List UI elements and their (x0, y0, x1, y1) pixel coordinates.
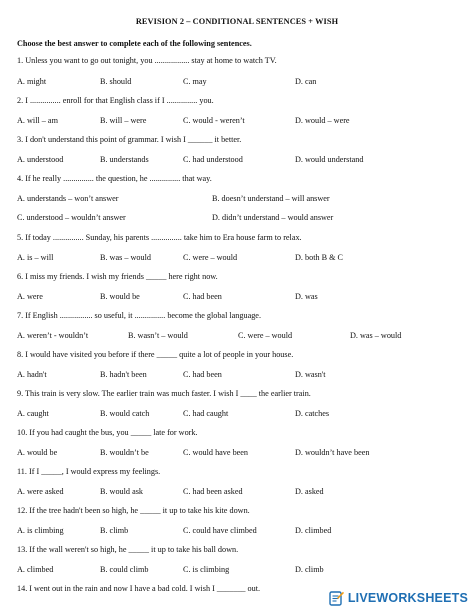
q1-option-d[interactable]: D. can (295, 77, 317, 86)
q13-option-b[interactable]: B. could climb (100, 565, 149, 574)
q3-option-c[interactable]: C. had understood (183, 155, 243, 164)
question-9: 9. This train is very slow. The earlier train was much faster. I wish I ____ the earlier train. (17, 389, 311, 398)
q4-option-c[interactable]: C. understood – wouldn’t answer (17, 213, 126, 222)
instructions: Choose the best answer to complete each of the following sentences. (17, 39, 252, 48)
q13-option-d[interactable]: D. climb (295, 565, 324, 574)
q7-option-c[interactable]: C. were – would (238, 331, 293, 340)
question-8: 8. I would have visited you before if there _____ quite a lot of people in your house. (17, 350, 294, 359)
q8-option-b[interactable]: B. hadn't been (100, 370, 147, 379)
q10-option-d[interactable]: D. wouldn’t have been (295, 448, 370, 457)
question-7: 7. If English ................ so useful, it ............... become the global language. (17, 311, 261, 320)
q4-option-a[interactable]: A. understands – won’t answer (17, 194, 119, 203)
question-2: 2. I ............... enroll for that English class if I ............... you. (17, 96, 214, 105)
question-10: 10. If you had caught the bus, you _____ late for work. (17, 428, 198, 437)
question-11: 11. If I _____, I would express my feelings. (17, 467, 161, 476)
question-12: 12. If the tree hadn't been so high, he _____ it up to take his kite down. (17, 506, 250, 515)
q2-option-d[interactable]: D. would – were (295, 116, 350, 125)
question-1: 1. Unless you want to go out tonight, you ................. stay at home to watch TV. (17, 56, 277, 65)
q3-option-b[interactable]: B. understands (100, 155, 149, 164)
q5-option-d[interactable]: D. both B & C (295, 253, 343, 262)
q4-option-d[interactable]: D. didn’t understand – would answer (212, 213, 334, 222)
q13-option-c[interactable]: C. is climbing (183, 565, 230, 574)
q1-option-c[interactable]: C. may (183, 77, 207, 86)
question-5: 5. If today ............... Sunday, his parents ............... take him to Era house farm to relax. (17, 233, 302, 242)
q12-option-d[interactable]: D. climbed (295, 526, 332, 535)
q10-option-b[interactable]: B. wouldn’t be (100, 448, 149, 457)
q7-option-b[interactable]: B. wasn’t – would (128, 331, 188, 340)
q11-option-a[interactable]: A. were asked (17, 487, 64, 496)
q9-option-d[interactable]: D. catches (295, 409, 330, 418)
question-14: 14. I went out in the rain and now I have a bad cold. I wish I _______ out. (17, 584, 261, 593)
q11-option-c[interactable]: C. had been asked (183, 487, 243, 496)
q8-option-c[interactable]: C. had been (183, 370, 222, 379)
question-13: 13. If the wall weren't so high, he _____ it up to take his ball down. (17, 545, 239, 554)
q12-option-a[interactable]: A. is climbing (17, 526, 64, 535)
q11-option-d[interactable]: D. asked (295, 487, 324, 496)
q5-option-c[interactable]: C. were – would (183, 253, 238, 262)
q2-option-a[interactable]: A. will – am (17, 116, 58, 125)
q9-option-c[interactable]: C. had caught (183, 409, 229, 418)
q5-option-a[interactable]: A. is – will (17, 253, 54, 262)
q10-option-c[interactable]: C. would have been (183, 448, 249, 457)
q6-option-b[interactable]: B. would be (100, 292, 140, 301)
q3-option-d[interactable]: D. would understand (295, 155, 364, 164)
question-3: 3. I don't understand this point of grammar. I wish I ______ it better. (17, 135, 242, 144)
q2-option-b[interactable]: B. will – were (100, 116, 147, 125)
q6-option-c[interactable]: C. had been (183, 292, 222, 301)
question-4: 4. If he really ............... the question, he ............... that way. (17, 174, 212, 183)
q5-option-b[interactable]: B. was – would (100, 253, 151, 262)
q1-option-b[interactable]: B. should (100, 77, 132, 86)
q9-option-b[interactable]: B. would catch (100, 409, 150, 418)
q3-option-a[interactable]: A. understood (17, 155, 64, 164)
q11-option-b[interactable]: B. would ask (100, 487, 143, 496)
q8-option-a[interactable]: A. hadn't (17, 370, 47, 379)
q9-option-a[interactable]: A. caught (17, 409, 49, 418)
q8-option-d[interactable]: D. wasn't (295, 370, 326, 379)
q13-option-a[interactable]: A. climbed (17, 565, 54, 574)
q2-option-c[interactable]: C. would - weren’t (183, 116, 245, 125)
q12-option-c[interactable]: C. could have climbed (183, 526, 257, 535)
q7-option-d[interactable]: D. was – would (350, 331, 402, 340)
liveworksheets-logo-text: LIVEWORKSHEETS (347, 591, 468, 605)
liveworksheets-logo[interactable] (329, 588, 468, 608)
q6-option-d[interactable]: D. was (295, 292, 318, 301)
q1-option-a[interactable]: A. might (17, 77, 47, 86)
q4-option-b[interactable]: B. doesn’t understand – will answer (212, 194, 330, 203)
q10-option-a[interactable]: A. would be (17, 448, 58, 457)
q6-option-a[interactable]: A. were (17, 292, 43, 301)
question-6: 6. I miss my friends. I wish my friends _____ here right now. (17, 272, 218, 281)
worksheet-title: REVISION 2 – CONDITIONAL SENTENCES + WISH (135, 17, 339, 26)
q7-option-a[interactable]: A. weren’t - wouldn’t (17, 331, 89, 340)
q12-option-b[interactable]: B. climb (100, 526, 129, 535)
liveworksheets-logo-icon (329, 590, 345, 606)
